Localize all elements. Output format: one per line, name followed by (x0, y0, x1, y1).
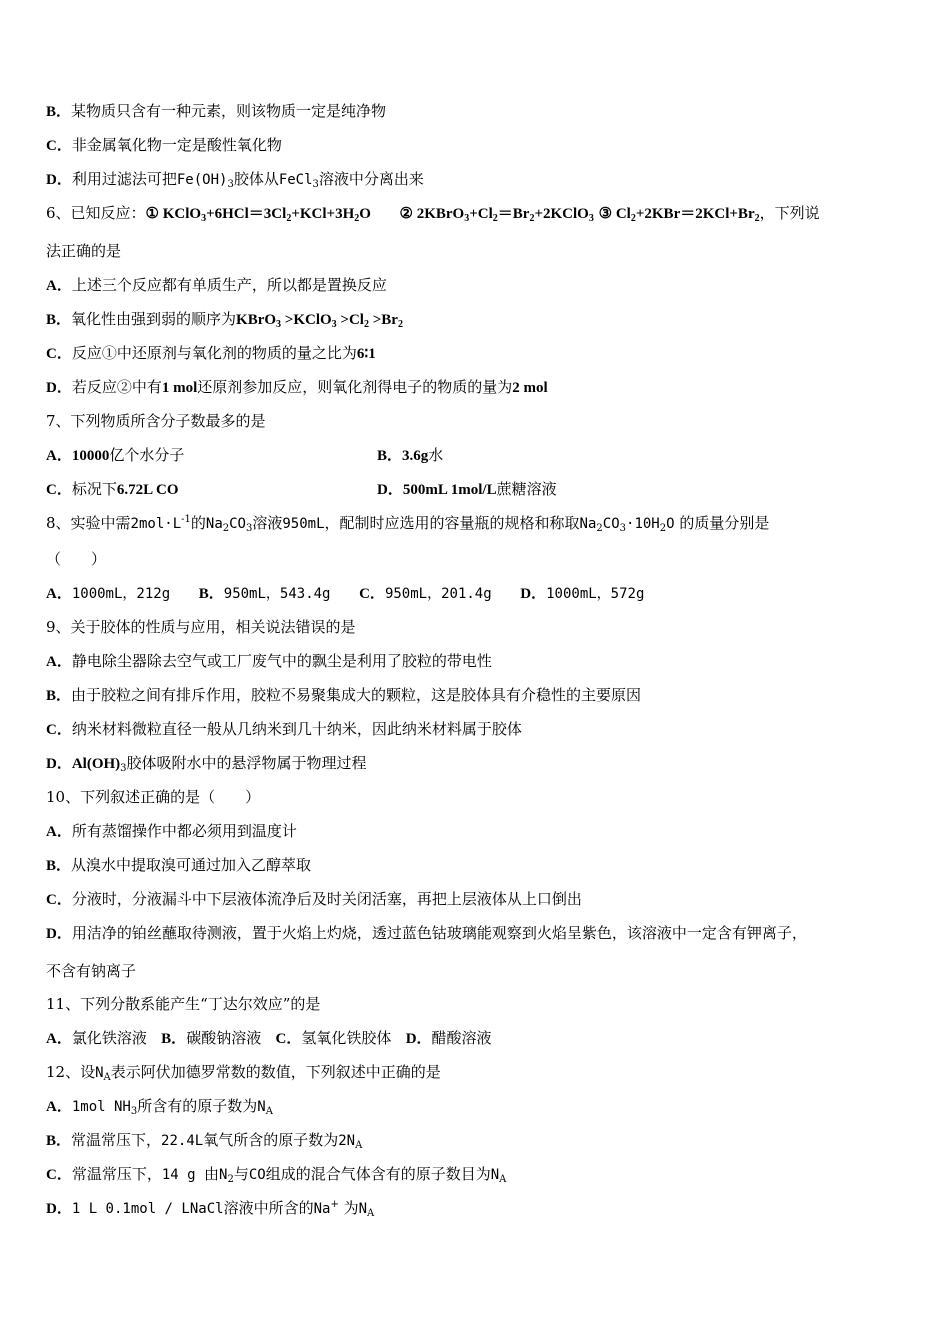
q10-option-d-cont: 不含有钠离子 (46, 962, 137, 980)
q8-option-a: A．1000mL，212g (46, 586, 171, 602)
q12-option-a: A．1mol $NH_3$所含有的原子数为$N_A$ (46, 1097, 273, 1117)
q6-option-a: A．上述三个反应都有单质生产，所以都是置换反应 (46, 276, 387, 294)
q6-option-c: C．反应①中还原剂与氧化剂的物质的量之比为6∶1 (46, 344, 376, 362)
q9-option-d: D．$Al(OH)_3$胶体吸附水中的悬浮物属于物理过程 (46, 754, 367, 774)
q9-option-a: A．静电除尘器除去空气或工厂废气中的飘尘是利用了胶粒的带电性 (46, 652, 492, 670)
q9-option-b: B．由于胶粒之间有排斥作用，胶粒不易聚集成大的颗粒，这是胶体具有介稳性的主要原因 (46, 686, 642, 704)
q6-stem: 6、已知反应：① $KClO_3+6HCl=3Cl_2+KCl+3H_2O$ ② $2KBrO_3+Cl_2=Br_2+2KClO_3$ ③ $Cl_2+2KBr=2KCl+Br_2$，下列说 (46, 204, 820, 224)
q12-stem: 12、设$N_A$表示阿伏加德罗常数的数值，下列叙述中正确的是 (46, 1063, 441, 1083)
q7-options-cd (46, 478, 916, 501)
q8-option-d: D．1000mL，572g (520, 586, 645, 602)
q6-stem-cont: 法正确的是 (46, 242, 122, 260)
q7-option-a: A．10000亿个水分子 (46, 446, 185, 464)
q5-option-b: B．某物质只含有一种元素，则该物质一定是纯净物 (46, 102, 387, 120)
q11-option-b: B．碳酸钠溶液 (161, 1029, 262, 1047)
q10-option-c: C．分液时，分液漏斗中下层液体流净后及时关闭活塞，再把上层液体从上口倒出 (46, 890, 582, 908)
q11-options (46, 1027, 916, 1050)
q12-option-b: B．常温常压下，22.4L氧气所含的原子数为$2N_A$ (46, 1131, 363, 1151)
q6-option-d: D．若反应②中有1 mol还原剂参加反应，则氧化剂得电子的物质的量为2 mol (46, 378, 548, 396)
q7-option-d: D．500mL 1mol/L蔗糖溶液 (377, 480, 557, 498)
q6-option-b: B．氧化性由强到弱的顺序为KBrO$_3$ >KClO$_3$ $>Cl_2 >Br_2$ (46, 310, 403, 330)
q8-options (46, 582, 916, 605)
q11-stem: 11、下列分散系能产生“丁达尔效应”的是 (46, 995, 321, 1013)
q12-option-c: C．常温常压下，14 g 由$N_2$与CO组成的混合气体含有的原子数目为$N_A$ (46, 1165, 507, 1185)
q11-option-d: D．醋酸溶液 (405, 1029, 492, 1047)
q8-option-c: C．950mL，201.4g (359, 586, 492, 602)
q9-stem: 9、关于胶体的性质与应用，相关说法错误的是 (46, 618, 356, 636)
q11-option-a: A．氯化铁溶液 (46, 1029, 147, 1047)
q8-option-b: B．950mL，543.4g (198, 586, 331, 602)
q7-stem: 7、下列物质所含分子数最多的是 (46, 412, 266, 430)
q7-options-ab (46, 444, 916, 467)
q8-stem: 8、实验中需$2mol\cdot L^{-1}$的$Na_2CO_3$溶液950mL，配制时应选用的容量瓶的规格和称取$Na_2CO_3\cdot 10H_2O$ 的质量分别是 (46, 514, 770, 534)
q10-option-a: A．所有蒸馏操作中都必须用到温度计 (46, 822, 297, 840)
q10-option-d: D．用洁净的铂丝蘸取待测液，置于火焰上灼烧，透过蓝色钴玻璃能观察到火焰呈紫色，该溶液中一定含有钾离子， (46, 924, 807, 942)
q10-option-b: B．从溴水中提取溴可通过加入乙醇萃取 (46, 856, 312, 874)
q5-option-d: D．利用过滤法可把$Fe(OH)_3$胶体从FeCl$_3$溶液中分离出来 (46, 170, 424, 190)
q9-option-c: C．纳米材料微粒直径一般从几纳米到几十纳米，因此纳米材料属于胶体 (46, 720, 522, 738)
q7-option-c: C．标况下6.72L CO (46, 480, 179, 498)
q12-option-d: D．1 L 0.1mol / LNaCl溶液中所含的Na+ 为$N_A$ (46, 1199, 375, 1219)
q10-stem: 10、下列叙述正确的是（ ） (46, 788, 261, 806)
q5-option-c: C．非金属氧化物一定是酸性氧化物 (46, 136, 282, 154)
q7-option-b: B．3.6g水 (377, 446, 444, 464)
q11-option-c: C．氢氧化铁胶体 (275, 1029, 392, 1047)
q8-paren: （ ） (46, 550, 107, 568)
